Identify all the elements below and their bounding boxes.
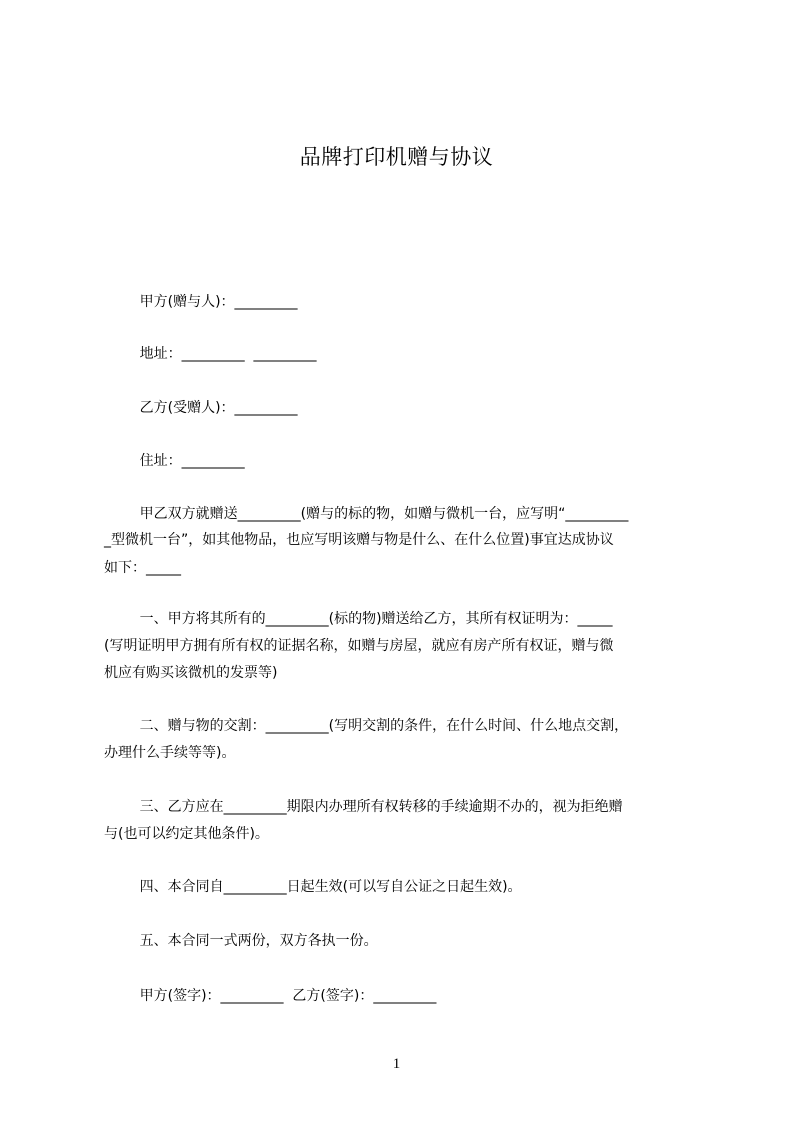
- intro-line-1: 甲乙双方就赠送_________(赠与的标的物，如赠与微机一台，应写明“_________: [104, 506, 629, 522]
- document-title: 品牌打印机赠与协议: [299, 145, 494, 169]
- residence-line: 住址：_________: [104, 453, 245, 469]
- party-a-line: 甲方(赠与人)：_________: [104, 294, 298, 310]
- intro-line-3: 如下：_____: [104, 560, 181, 576]
- signatures-line: 甲方(签字)：_________ 乙方(签字)：_________: [104, 988, 437, 1004]
- address-line: 地址：_________ _________: [104, 346, 317, 362]
- intro-line-2: _型微机一台”，如其他物品，也应写明该赠与物是什么、在什么位置)事宜达成协议: [104, 532, 614, 548]
- clause-3-line-2: 与(也可以约定其他条件)。: [104, 826, 269, 842]
- clause-2-line-2: 办理什么手续等等)。: [104, 745, 236, 761]
- clause-2-line-1: 二、赠与物的交割：_________(写明交割的条件，在什么时间、什么地点交割，: [104, 718, 629, 734]
- page-number: 1: [392, 1056, 401, 1072]
- clause-5-line: 五、本合同一式两份，双方各执一份。: [104, 933, 378, 949]
- clause-4-line: 四、本合同自_________日起生效(可以写自公证之日起生效)。: [104, 879, 522, 895]
- party-b-line: 乙方(受赠人)：_________: [104, 400, 298, 416]
- clause-1-line-3: 机应有购买该微机的发票等): [104, 665, 278, 681]
- clause-1-line-2: (写明证明甲方拥有所有权的证据名称，如赠与房屋，就应有房产所有权证，赠与微: [104, 638, 614, 654]
- clause-3-line-1: 三、乙方应在_________期限内办理所有权转移的手续逾期不办的，视为拒绝赠: [104, 799, 623, 815]
- clause-1-line-1: 一、甲方将其所有的_________(标的物)赠送给乙方，其所有权证明为：_____: [104, 611, 613, 627]
